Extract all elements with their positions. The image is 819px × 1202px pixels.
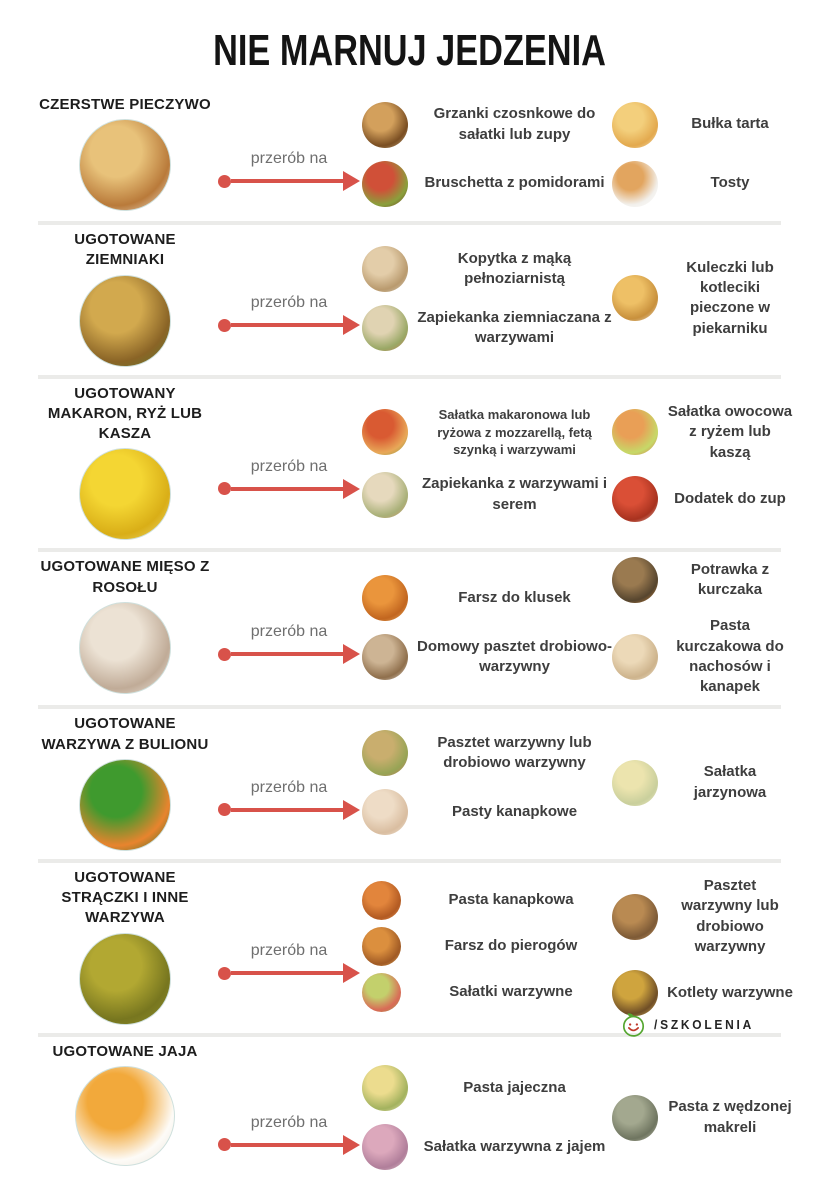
arrow-head <box>343 644 360 664</box>
suggestion-column <box>362 714 612 851</box>
food-row <box>0 90 819 221</box>
suggestions <box>362 1042 819 1194</box>
food-row <box>0 552 819 705</box>
food-row <box>0 863 819 1033</box>
veggie-pate-slice-photo <box>612 894 658 940</box>
food-item-label: Pasta kurczakowa do nachosów i kanapek <box>676 617 784 695</box>
suggestions <box>362 557 819 697</box>
transform-arrow <box>216 230 362 367</box>
boiled-vegetables-photo <box>79 759 171 851</box>
baked-balls-photo <box>612 275 658 321</box>
transform-arrow <box>216 868 362 1025</box>
potato-casserole-photo <box>362 305 408 351</box>
arrow-icon <box>218 799 360 821</box>
arrow-head <box>343 963 360 983</box>
food-item <box>362 730 612 776</box>
category-block <box>34 868 216 1025</box>
suggestions <box>362 230 819 367</box>
cooked-pasta-photo <box>79 448 171 540</box>
category-block <box>34 384 216 541</box>
suggestions <box>362 384 819 541</box>
food-item-label: Potrawka z kurczaka <box>690 561 770 599</box>
arrow-dot <box>218 1138 231 1151</box>
arrow-dot <box>218 803 231 816</box>
food-item <box>362 1065 612 1111</box>
footer-brand <box>620 1011 763 1038</box>
category-block <box>34 230 216 367</box>
food-item-label: Dodatek do zup <box>674 489 786 507</box>
egg-vegetable-salad-photo <box>362 1124 408 1170</box>
suggestions <box>362 95 819 213</box>
arrow-line <box>231 652 343 656</box>
food-item <box>362 246 612 292</box>
food-item <box>612 557 793 603</box>
food-item-label: Sałatka makaronowa lub ryżowa z mozzarellą, fetą szynką i warzywami <box>437 407 592 458</box>
food-item-label: Zapiekanka z warzywami i serem <box>421 475 608 513</box>
veggie-cheese-casserole-photo <box>362 472 408 518</box>
food-item-label: Sałatki warzywne <box>449 983 573 1000</box>
food-item-label: Farsz do klusek <box>458 588 571 606</box>
arrow-label: przerób na <box>250 1113 328 1131</box>
food-item <box>612 1095 793 1141</box>
food-item <box>362 973 612 1012</box>
arrow-icon <box>218 962 360 984</box>
food-item-label: Kotlety warzywne <box>667 984 793 1001</box>
suggestion-column <box>612 714 793 851</box>
transform-arrow <box>216 557 362 697</box>
kopytka-dumplings-photo <box>362 246 408 292</box>
arrow-icon <box>218 1134 360 1156</box>
arrow-dot <box>218 967 231 980</box>
category-block <box>34 1042 216 1194</box>
suggestion-column <box>612 230 793 367</box>
arrow-label: przerób na <box>250 623 328 641</box>
transform-arrow <box>216 384 362 541</box>
arrow-line <box>231 1143 343 1147</box>
arrow-line <box>231 487 343 491</box>
suggestion-column <box>362 557 612 697</box>
food-item <box>362 472 612 518</box>
food-item-label: Bruschetta z pomidorami <box>424 174 605 192</box>
food-item-label: Bułka tarta <box>691 115 769 133</box>
suggestion-column <box>612 384 793 541</box>
arrow-label: przerób na <box>250 150 328 167</box>
food-item <box>362 406 612 459</box>
sandwich-paste-photo <box>362 881 401 920</box>
boiled-eggs-photo <box>75 1066 175 1166</box>
smoked-mackerel-paste-photo <box>612 1095 658 1141</box>
szkolenia-apple-logo-icon <box>620 1011 647 1038</box>
food-row <box>0 379 819 549</box>
category-title: UGOTOWANE MIĘSO Z ROSOŁU <box>40 558 210 596</box>
food-item <box>612 402 793 463</box>
arrow-icon <box>218 170 360 192</box>
food-item-label: Domowy pasztet drobiowo-warzywny <box>417 637 612 675</box>
food-item-label: Tosty <box>710 174 750 192</box>
suggestion-column <box>612 95 793 213</box>
dumpling-filling-photo <box>362 575 408 621</box>
category-title: UGOTOWANE STRĄCZKI I INNE WARZYWA <box>61 868 189 927</box>
arrow-line <box>231 323 343 327</box>
suggestion-column <box>612 557 793 697</box>
food-item <box>612 102 793 148</box>
suggestions <box>362 714 819 851</box>
suggestion-column <box>362 1042 612 1194</box>
food-item <box>362 305 612 351</box>
food-item <box>612 161 793 207</box>
food-item <box>362 102 612 148</box>
food-row <box>0 1037 819 1202</box>
arrow-head <box>343 800 360 820</box>
boiled-potatoes-photo <box>79 275 171 367</box>
arrow-icon <box>218 314 360 336</box>
transform-arrow <box>216 1042 362 1194</box>
food-item-label: Pasztet warzywny lub drobiowo warzywny <box>681 877 779 955</box>
food-item <box>612 970 793 1016</box>
transform-arrow <box>216 714 362 851</box>
food-item-label: Sałatka owocowa z ryżem lub kaszą <box>667 403 793 461</box>
sandwich-spreads-photo <box>362 789 408 835</box>
food-item-label: Sałatka warzywna z jajem <box>423 1137 606 1155</box>
bruschetta-photo <box>362 161 408 207</box>
suggestions <box>362 868 819 1025</box>
boiled-broth-meat-photo <box>79 602 171 694</box>
suggestion-column <box>362 95 612 213</box>
arrow-head <box>343 315 360 335</box>
stale-bread-photo <box>79 119 171 211</box>
suggestion-column <box>362 230 612 367</box>
food-item-label: Pasta kanapkowa <box>448 891 574 908</box>
food-item-label: Grzanki czosnkowe do sałatki lub zupy <box>433 105 596 143</box>
food-item <box>362 789 612 835</box>
transform-arrow <box>216 95 362 213</box>
tomato-soup-photo <box>612 476 658 522</box>
food-item-label: Kuleczki lub kotleciki pieczone w piekarniku <box>686 258 774 337</box>
food-item-label: Kopytka z mąką pełnoziarnistą <box>457 249 572 287</box>
arrow-head <box>343 171 360 191</box>
vegetable-salad-photo <box>612 760 658 806</box>
arrow-line <box>231 971 343 975</box>
arrow-label: przerób na <box>250 294 328 312</box>
food-item <box>612 876 793 957</box>
food-item-label: Farsz do pierogów <box>444 937 578 954</box>
arrow-line <box>231 808 343 812</box>
food-item-label: Pasty kanapkowe <box>451 802 578 820</box>
category-title: UGOTOWANE ZIEMNIAKI <box>74 231 176 269</box>
arrow-label: przerób na <box>250 457 328 475</box>
arrow-dot <box>218 482 231 495</box>
category-title: CZERSTWE PIECZYWO <box>39 96 211 113</box>
arrow-icon <box>218 643 360 665</box>
food-item-label: Pasta jajeczna <box>463 1078 566 1096</box>
homemade-pate-photo <box>362 634 408 680</box>
vegetable-pate-photo <box>362 730 408 776</box>
food-item <box>362 927 612 966</box>
veggie-cutlets-photo <box>612 970 658 1016</box>
arrow-icon <box>218 478 360 500</box>
suggestion-column <box>362 868 612 1025</box>
category-block <box>34 557 216 697</box>
food-item <box>612 760 793 806</box>
food-item-label: Pasta z wędzonej makreli <box>668 1098 792 1136</box>
food-item <box>362 575 612 621</box>
green-beans-photo <box>79 933 171 1025</box>
pasta-salad-photo <box>362 409 408 455</box>
suggestion-column <box>612 868 793 1025</box>
food-item-label: Pasztet warzywny lub drobiowo warzywny <box>437 733 592 771</box>
category-block <box>34 714 216 851</box>
veggie-salads-photo <box>362 973 401 1012</box>
category-block <box>34 95 216 213</box>
egg-paste-photo <box>362 1065 408 1111</box>
category-title: UGOTOWANE WARZYWA Z BULIONU <box>41 715 209 753</box>
food-item <box>362 881 612 920</box>
chicken-paste-photo <box>612 634 658 680</box>
toast-photo <box>612 161 658 207</box>
arrow-dot <box>218 319 231 332</box>
arrow-line <box>231 179 343 183</box>
arrow-head <box>343 1135 360 1155</box>
food-item <box>612 258 793 339</box>
fruit-salad-photo <box>612 409 658 455</box>
food-item <box>362 634 612 680</box>
page-title: NIE MARNUJ JEDZENIA <box>213 26 606 75</box>
food-item-label: Sałatka jarzynowa <box>693 763 767 801</box>
arrow-dot <box>218 175 231 188</box>
food-item-label: Zapiekanka ziemniaczana z warzywami <box>417 308 612 346</box>
breadcrumbs-photo <box>612 102 658 148</box>
arrow-dot <box>218 648 231 661</box>
chicken-stew-photo <box>612 557 658 603</box>
footer-brand-text: /SZKOLENIA <box>654 1017 755 1032</box>
food-item <box>362 161 612 207</box>
food-item <box>612 616 793 697</box>
croutons-photo <box>362 102 408 148</box>
arrow-label: przerób na <box>250 778 328 796</box>
arrow-label: przerób na <box>250 942 328 960</box>
suggestion-column <box>362 384 612 541</box>
food-item <box>362 1124 612 1170</box>
pierogi-filling-photo <box>362 927 401 966</box>
food-row <box>0 709 819 859</box>
food-row <box>0 225 819 375</box>
category-title: UGOTOWANE JAJA <box>52 1042 198 1060</box>
category-title: UGOTOWANY MAKARON, RYŻ LUB KASZA <box>47 384 203 442</box>
suggestion-column <box>612 1042 793 1194</box>
food-item <box>612 476 793 522</box>
arrow-head <box>343 479 360 499</box>
